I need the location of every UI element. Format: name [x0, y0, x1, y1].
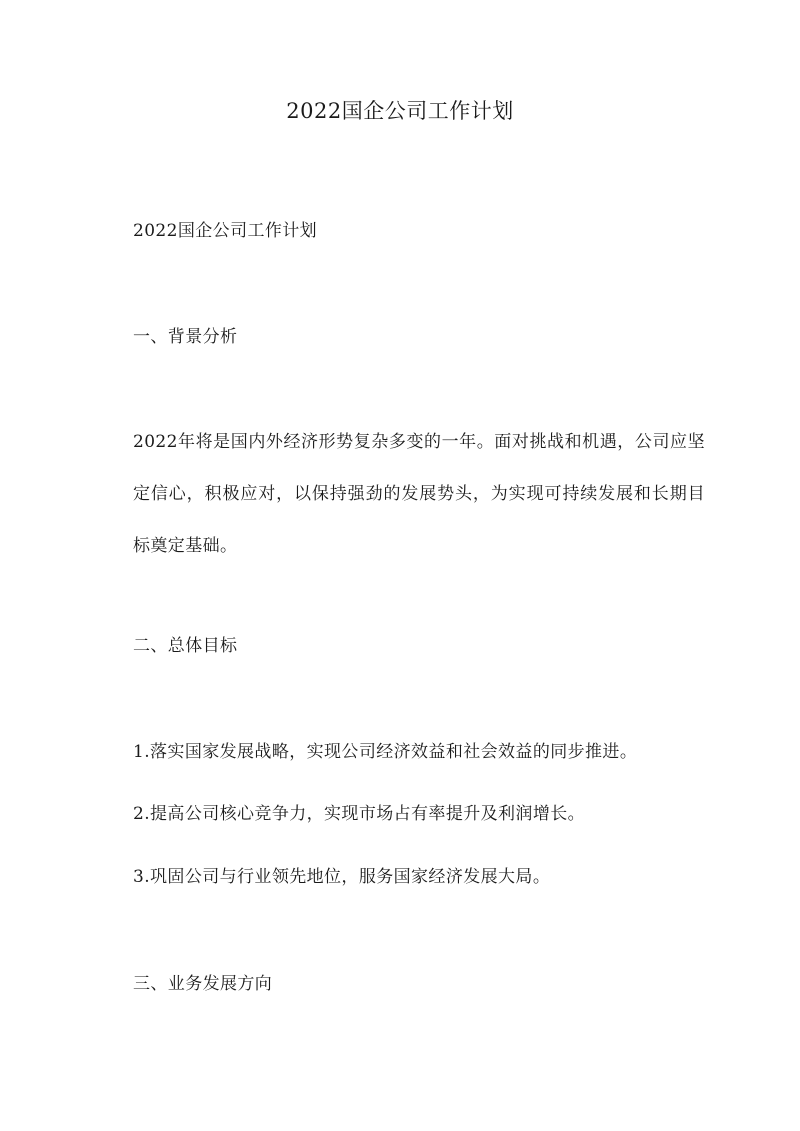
document-subtitle: 2022国企公司工作计划 — [133, 221, 318, 241]
section-heading-goals: 二、总体目标 — [133, 636, 238, 656]
document-title: 2022国企公司工作计划 — [286, 99, 514, 123]
section-heading-background: 一、背景分析 — [133, 327, 238, 347]
goal-item-2: 2.提高公司核心竞争力，实现市场占有率提升及利润增长。 — [133, 804, 586, 824]
goal-item-1: 1.落实国家发展战略，实现公司经济效益和社会效益的同步推进。 — [133, 742, 638, 762]
goal-item-3: 3.巩固公司与行业领先地位，服务国家经济发展大局。 — [133, 867, 551, 887]
section-heading-business-direction: 三、业务发展方向 — [133, 974, 273, 994]
background-paragraph: 2022年将是国内外经济形势复杂多变的一年。面对挑战和机遇，公司应坚定信心，积极应对，以保持强劲的发展势头，为实现可持续发展和长期目标奠定基础。 — [133, 432, 705, 556]
